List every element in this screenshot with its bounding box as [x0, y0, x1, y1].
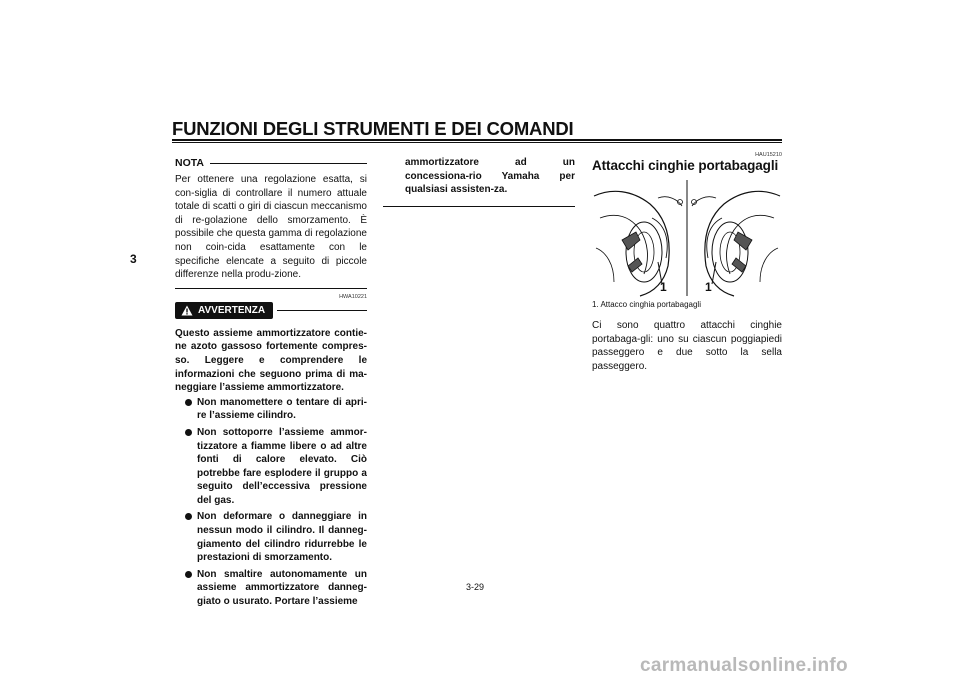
warning-badge [175, 302, 273, 319]
column-1 [175, 156, 367, 612]
column-2 [383, 156, 575, 207]
bullet-text: Non manomettere o tentare di apri-re l’assieme cilindro. [197, 396, 367, 422]
chapter-tab: 3 [130, 252, 137, 266]
warning-code: HWA10221 [339, 293, 367, 300]
note-heading-rule [210, 163, 367, 164]
motorcycle-rear-illustration [592, 178, 782, 298]
warning-triangle-icon [181, 305, 193, 316]
list-item [175, 568, 367, 609]
warning-bullet-list [175, 396, 367, 609]
note-heading [175, 157, 367, 169]
note-label: NOTA [175, 157, 204, 169]
note-text: Per ottenere una regolazione esatta, si con-siglia di controllare il numero attuale totale di scatti o giri di ciascun meccanismo di re-golazione dello smorzamento. È possibile che questa gamma di regolazione non coin-cida esattamente con le specifiche elencate a seguito di piccole differenze nella produ-zione. [175, 174, 367, 281]
note-end-rule [175, 288, 367, 289]
warning-intro: Questo assieme ammortizzatore contie-ne azoto gassoso fortemente compres-so. Leggere e comprendere le informazioni che seguono prima di ma-neggiare l’assieme ammortizzatore. [175, 327, 367, 394]
bullet-text: Non sottoporre l’assieme ammor-tizzatore a fiamme libere o ad altre fonti di calore elevato. Ciò potrebbe fare esplodere il gruppo a seguito dell’eccessiva pressione del gas. [197, 426, 367, 506]
watermark: carmanualsonline.info [640, 655, 848, 676]
bullet-text: Non smaltire autonomamente un assieme ammortizzatore danneg-giato o usurato. Portare l’assieme [197, 568, 367, 608]
warning-label: AVVERTENZA [198, 304, 266, 316]
section-title: Attacchi cinghie portabagagli [592, 158, 779, 173]
bullet-dot [185, 513, 192, 520]
page-number: 3-29 [466, 582, 485, 592]
list-item [175, 426, 367, 508]
list-item [175, 396, 367, 423]
list-item [175, 510, 367, 564]
bullet-dot [185, 571, 192, 578]
header-rule-thin [172, 142, 782, 143]
figure-callout-left: 1 [660, 280, 667, 294]
section-code: HAU15210 [755, 152, 782, 158]
warning-heading-rule [277, 310, 367, 311]
bullet-text: Non deformare o danneggiare in nessun modo il cilindro. Il danneg-giamento del cilindro ridurrebbe le prestazioni di smorzamento. [197, 511, 367, 564]
bullet-dot [185, 429, 192, 436]
warning-continued-text: ammortizzatore ad un concessiona-rio Yamaha per qualsiasi assisten-za. [405, 157, 575, 196]
bullet-dot [185, 399, 192, 406]
figure-caption: 1. Attacco cinghia portabagagli [592, 300, 701, 309]
figure-callout-right: 1 [705, 280, 712, 294]
column-3 [592, 152, 782, 373]
page-header-title: FUNZIONI DEGLI STRUMENTI E DEI COMANDI [172, 118, 574, 139]
warning-heading [175, 302, 367, 319]
strap-hooks-figure [592, 178, 782, 298]
warning-end-rule [383, 206, 575, 207]
header-rule [172, 139, 782, 141]
section-body-text: Ci sono quattro attacchi cinghie portabaga-gli: uno su ciascun poggiapiedi passeggero e due sotto la sella passeggero. [592, 320, 782, 372]
